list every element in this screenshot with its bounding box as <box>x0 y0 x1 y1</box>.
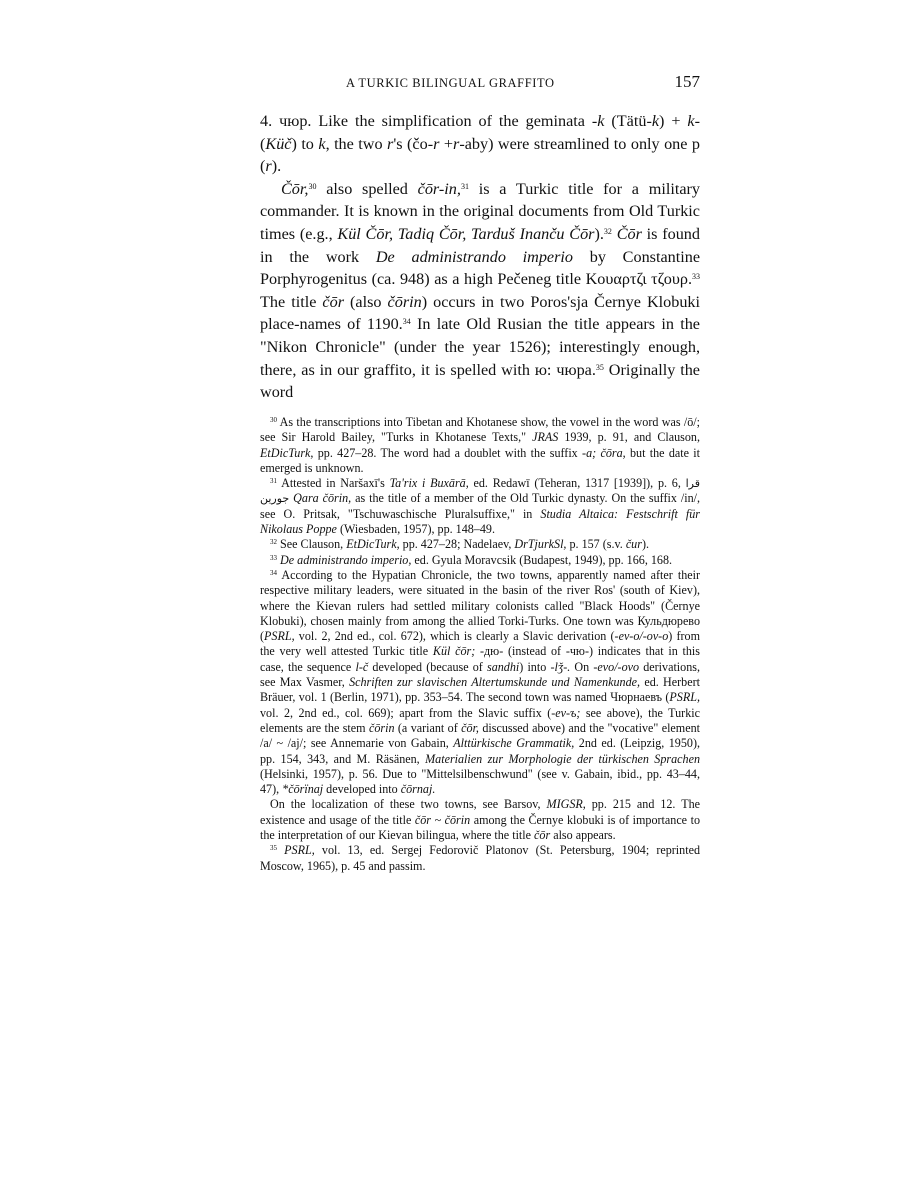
italic-text: čōr ~ čōrin <box>414 812 471 827</box>
italic-text: MIGSR, <box>546 797 586 812</box>
arabic-text: قرا جورين <box>260 477 700 506</box>
footnote-ref: 34 <box>270 568 277 577</box>
italic-text: Materialien zur Morphologie der türkischen Sprachen <box>425 751 700 766</box>
italic-text: k <box>651 112 660 130</box>
text-run: see above), the Turkic elements are the stem <box>260 705 700 735</box>
italic-text: EtDicTurk, <box>260 445 314 460</box>
text-run: ed. Gyula Moravcsik (Budapest, 1949), pp. 166, 168. <box>411 552 673 567</box>
footnote-ref: 30 <box>270 416 277 424</box>
text-run: (a variant of <box>394 720 462 735</box>
text-run: 's (čo- <box>393 134 434 153</box>
page-number: 157 <box>674 72 700 91</box>
text-run: pp. 215 and 12. The existence and usage of the title <box>260 797 700 827</box>
italic-text: čōra, <box>600 445 626 460</box>
text-run: ed. Redawī (Teheran, 1317 [1939]), p. 6, <box>468 476 686 491</box>
footnote-30 <box>260 415 700 476</box>
text-run: According to the Hypatian Chronicle, the two towns, apparently named after their respective military leaders, were situated in the basin of the river Ros' (south of Kiev), where the Kievan rulers had settled military colonists called "Black Hoods" (Černye Klobuki), chosen mainly from among the allied Torki-Turks. One town was Кульдюрево ( <box>260 567 700 644</box>
italic-text: De administrando imperio, <box>280 552 412 567</box>
italic-text: čōr <box>534 828 551 843</box>
paragraph-2 <box>260 178 700 404</box>
footnote-34 <box>260 568 700 797</box>
text-run: developed into <box>323 782 401 797</box>
footnote-ref: 35 <box>595 362 604 372</box>
text-run: As the transcriptions into Tibetan and Khotanese show, the vowel in the word was /ō/; see Sir Harold Bailey, "Turks in Khotanese Texts," <box>260 415 700 445</box>
text-run: ) from the very well attested Turkic title <box>260 629 701 659</box>
text-run: vol. 2, 2nd ed., col. 669); apart from the Slavic suffix ( <box>260 705 552 720</box>
text-run: but the date it emerged is unknown. <box>260 445 700 475</box>
italic-text: Qara čōrin, <box>293 491 352 506</box>
italic-text: PSRL, <box>264 629 295 644</box>
italic-text: EtDicTurk, <box>346 537 400 552</box>
footnote-ref: 31 <box>270 477 277 486</box>
text-run: , the two <box>325 134 388 153</box>
italic-text: r <box>453 134 460 153</box>
text-run: -aby) were streamlined to only one p ( <box>260 134 701 176</box>
text-run: чюр <box>279 112 308 130</box>
running-header <box>260 72 700 94</box>
italic-text: k <box>318 134 326 153</box>
text-run: among the Černye klobuki is of importance to the interpretation of our Kievan bilingua, where the title <box>260 812 700 843</box>
text-run: Attested in Naršaxī's <box>277 476 390 491</box>
text-run: developed (because of <box>368 659 487 674</box>
italic-text: Kül Čōr, Tadiq Čōr, Tarduš Inanču Čōr <box>337 224 595 243</box>
text-run: Originally the word <box>260 360 700 402</box>
text-run: ) to <box>291 134 319 153</box>
text-run: vol. 13, ed. Sergej Fedorovič Platonov (St. Petersburg, 1904; reprinted Moscow, 1965), p. 45 and passim. <box>260 843 700 873</box>
italic-text: -ev-ъ; <box>551 705 581 720</box>
text-run: In late Old Rusian the title appears in the "Nikon Chronicle" (under the year 1526); interestingly enough, there, as in our graffito, it is spelled with ю: чюра. <box>260 315 700 379</box>
italic-text: -evo/-ovo <box>593 659 640 674</box>
italic-text: čōr <box>322 292 344 311</box>
italic-text: čōr-in, <box>417 179 461 198</box>
footnote-33 <box>260 553 700 568</box>
footnote-35 <box>260 843 700 874</box>
italic-text: čōrin <box>387 292 422 311</box>
paragraph-1 <box>260 110 700 178</box>
text-run: also spelled <box>316 179 418 198</box>
text-run: -( <box>260 112 700 153</box>
text-run: vol. 2, 2nd ed., col. 672), which is clearly a Slavic derivation ( <box>294 629 615 644</box>
italic-text: r <box>433 134 440 153</box>
text-run: + <box>439 134 453 153</box>
footnote-32 <box>260 537 700 552</box>
footnote-ref: 33 <box>692 272 700 282</box>
text-run: (also <box>344 292 388 311</box>
footnote-ref: 30 <box>308 181 317 191</box>
italic-text: Čōr <box>616 224 642 243</box>
text-run: (Wiesbaden, 1957), pp. 148–49. <box>336 522 495 537</box>
text-run: . Like the simplification of the geminata - <box>307 112 598 130</box>
italic-text: PSRL, <box>669 690 700 705</box>
italic-text: k <box>687 112 695 130</box>
italic-text: Kül čōr; <box>432 644 476 659</box>
text-run: pp. 427–28; Nadelaev, <box>399 537 515 552</box>
text-run: On the localization of these two towns, see Barsov, <box>270 797 547 812</box>
main-text <box>260 110 700 404</box>
italic-text: čōr, <box>461 720 479 735</box>
italic-text: Küč <box>265 134 292 153</box>
footnote-ref: 32 <box>603 226 612 236</box>
italic-text: čōrnaj. <box>400 782 436 797</box>
italic-text: k <box>597 112 605 130</box>
text-run: ). <box>271 157 282 176</box>
italic-text: r <box>387 134 394 153</box>
italic-text: Schriften zur slavischen Altertumskunde und Namenkunde, <box>349 675 641 690</box>
italic-text: De administrando imperio <box>375 247 574 266</box>
italic-text: Alttürkische Grammatik, <box>453 736 575 751</box>
text-run: by Constantine Porphyrogenitus (ca. 948) as a high Pečeneg title Κουαρτζι τζουρ. <box>260 247 701 289</box>
italic-text: sandhi <box>486 659 520 674</box>
text-run: as the title of a member of the Old Turkic dynasty. On the suffix /in/, see O. Pritsak, "Tschuwaschische Pluralsuffixe," in <box>260 491 700 521</box>
text-run: ). <box>594 224 604 243</box>
text-run: 4. <box>260 112 280 130</box>
text-run: ed. Herbert Bräuer, vol. 1 (Berlin, 1971), pp. 353–54. The second town was named Чюрнаевъ ( <box>260 675 700 705</box>
text-run: ) occurs in two Poros'sja Černye Klobuki place-names of 1190. <box>260 292 701 334</box>
footnote-ref: 31 <box>460 181 469 191</box>
text-run: ) + <box>659 112 688 130</box>
footnote-34-continued <box>260 797 700 843</box>
italic-text: DrTjurkSl, <box>514 537 567 552</box>
italic-text: -a; <box>582 445 597 460</box>
text-run: is a Turkic title for a military commander. It is known in the original documents from Old Turkic times (e.g., <box>260 179 700 243</box>
footnote-31 <box>260 476 700 537</box>
italic-text: Čōr, <box>281 179 309 198</box>
italic-text: čur <box>625 537 642 552</box>
text-run: The title <box>260 292 323 311</box>
text-run: ) into <box>519 659 551 674</box>
text-run: is found in the work <box>260 224 700 266</box>
italic-text: Ta'rix i Buxārā, <box>389 476 469 491</box>
italic-text: čōrin <box>368 720 395 735</box>
text-run: 1939, p. 91, and Clauson, <box>558 430 700 445</box>
text-run: p. 157 (s.v. <box>566 537 626 552</box>
footnote-ref: 32 <box>270 538 277 547</box>
text-run: discussed above) and the "vocative" element /a/ ~ /aj/; see Annemarie von Gabain, <box>260 720 700 751</box>
running-title: A TURKIC BILINGUAL GRAFFITO <box>346 76 555 90</box>
text-run: (Helsinki, 1957), p. 56. Due to "Mittelsilbenschwund" (see v. Gabain, ibid., pp. 43–44, 47), <box>260 766 700 797</box>
text-run: derivations, see Max Vasmer, <box>260 659 700 690</box>
footnote-ref: 35 <box>270 844 277 853</box>
footnote-ref: 33 <box>270 553 277 562</box>
italic-text: l-č <box>355 659 369 674</box>
text-run: See Clauson, <box>277 537 347 552</box>
text-run: On <box>570 659 594 674</box>
text-run: pp. 427–28. The word had a doublet with the suffix <box>313 445 583 460</box>
italic-text: PSRL, <box>284 843 315 858</box>
italic-text: JRAS <box>532 430 559 445</box>
text-run: -дю- (instead of -чю-) indicates that in this case, the sequence <box>260 644 700 674</box>
text-run: also appears. <box>550 828 616 843</box>
italic-text: Studia Altaica: Festschrift für Nikolaus Poppe <box>260 506 700 537</box>
italic-text: *čōrïnaj <box>282 782 324 797</box>
italic-text: -ev-o/-ov-o <box>614 629 669 644</box>
footnotes <box>260 415 700 874</box>
text-run: 2nd ed. (Leipzig, 1950), pp. 154, 343, and M. Räsänen, <box>260 736 700 766</box>
text-run: ). <box>641 537 649 552</box>
italic-text: -lǯ-. <box>550 659 571 674</box>
italic-text: r <box>265 157 272 176</box>
text-run: (Tätü- <box>604 112 652 130</box>
footnote-ref: 34 <box>402 317 411 327</box>
